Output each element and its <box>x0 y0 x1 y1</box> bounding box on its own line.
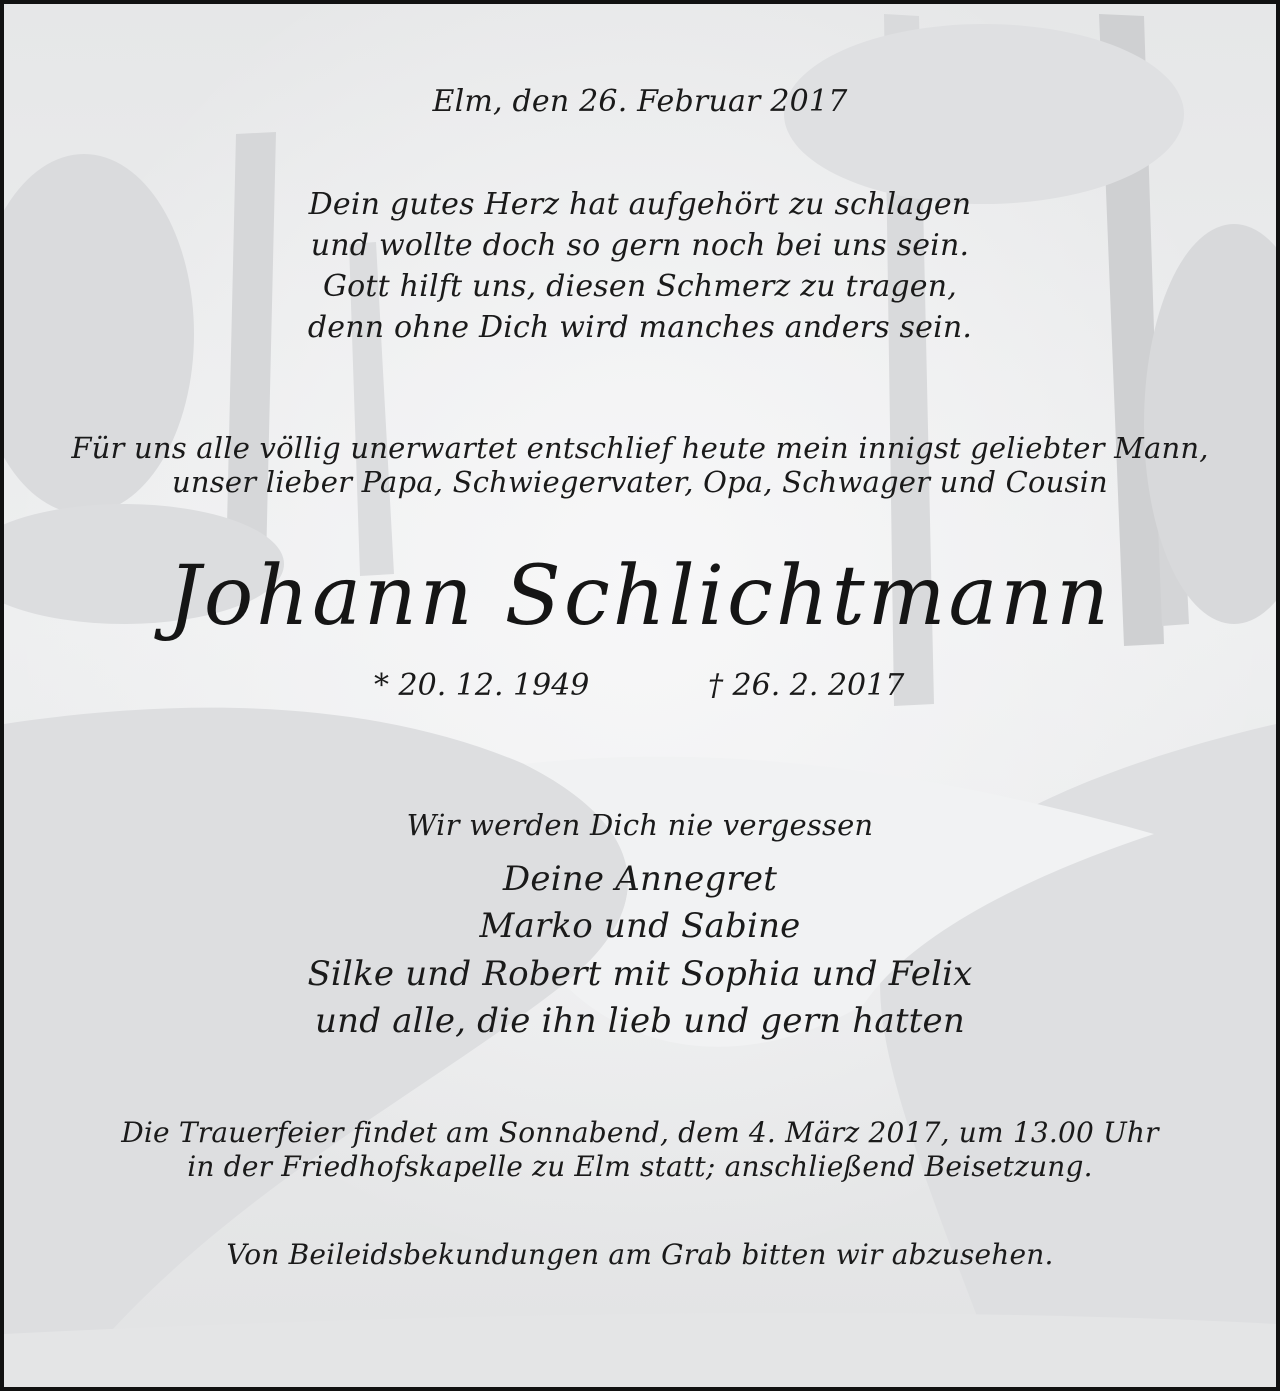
condolence-request: Von Beileidsbekundungen am Grab bitten wir abzusehen. <box>226 1238 1054 1271</box>
signatory: und alle, die ihn lieb und gern hatten <box>315 1001 965 1041</box>
service-info-line: Die Trauerfeier findet am Sonnabend, dem 4. März 2017, um 13.00 Uhr <box>121 1116 1159 1149</box>
service-info-line: in der Friedhofskapelle zu Elm statt; anschließend Beisetzung. <box>187 1150 1093 1183</box>
verse-line: Dein gutes Herz hat aufgehört zu schlagen <box>308 187 972 222</box>
signatory: Deine Annegret <box>502 859 778 899</box>
verse-line: und wollte doch so gern noch bei uns sein. <box>310 228 970 263</box>
intro-line: unser lieber Papa, Schwiegervater, Opa, Schwager und Cousin <box>172 465 1108 499</box>
birth-date: * 20. 12. 1949 <box>374 668 590 703</box>
verse-line: Gott hilft uns, diesen Schmerz zu tragen, <box>322 269 958 304</box>
notice-text <box>4 4 1276 1387</box>
remembrance-line: Wir werden Dich nie vergessen <box>406 808 874 842</box>
death-date: † 26. 2. 2017 <box>708 668 905 703</box>
place-and-date: Elm, den 26. Februar 2017 <box>432 84 848 119</box>
intro-line: Für uns alle völlig unerwartet entschlief heute mein innigst geliebter Mann, <box>71 431 1209 465</box>
signatory: Marko und Sabine <box>479 906 801 946</box>
deceased-name: Johann Schlichtmann <box>168 549 1112 644</box>
verse-line: denn ohne Dich wird manches anders sein. <box>307 310 973 345</box>
signatory: Silke und Robert mit Sophia und Felix <box>307 954 973 994</box>
